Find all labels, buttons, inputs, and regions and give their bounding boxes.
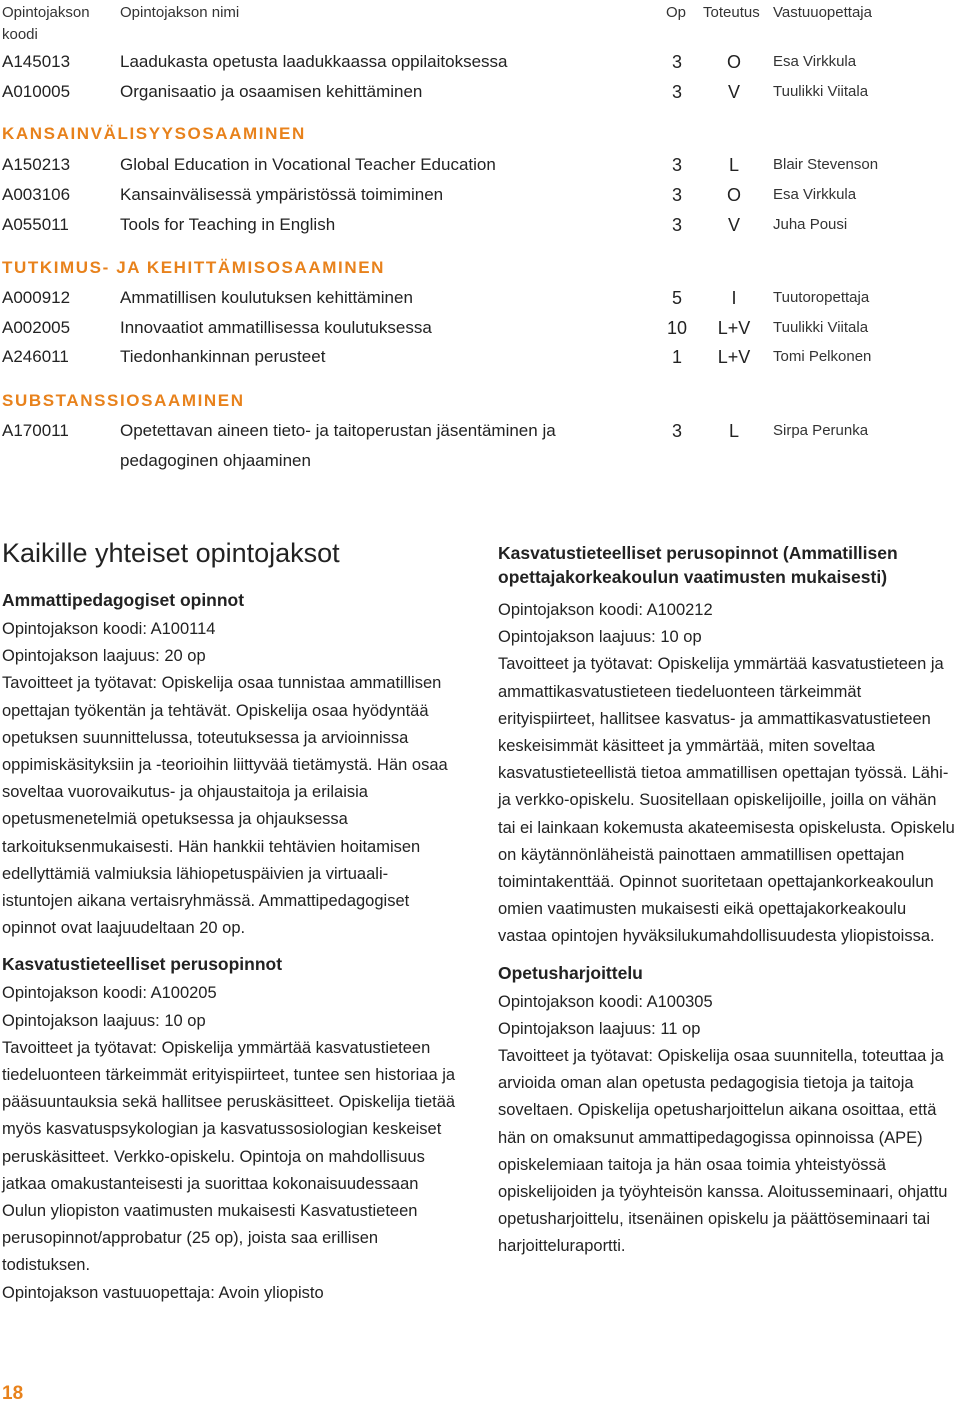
course-op: 5 [671, 288, 682, 308]
course-teacher: Esa Virkkula [773, 186, 857, 203]
course-name: Innovaatiot ammatillisessa koulutuksessa [120, 318, 432, 337]
course-name: Laadukasta opetusta laadukkaassa oppilaitoksessa [120, 52, 508, 71]
table-row [0, 210, 960, 240]
course-toteutus: I [731, 288, 737, 308]
course-credits-line: Opintojakson laajuus: 10 op [2, 1011, 206, 1030]
course-name: Organisaatio ja osaamisen kehittäminen [120, 82, 423, 101]
table-row [0, 342, 960, 372]
course-toteutus: L [728, 421, 739, 441]
header-name: Opintojakson nimi [120, 4, 240, 21]
course-teacher: Tuulikki Viitala [773, 319, 869, 336]
course-op: 1 [671, 347, 682, 367]
course-toteutus: L+V [717, 347, 751, 367]
left-column [2, 534, 457, 1307]
header-toteutus: Toteutus [703, 4, 760, 21]
course-op: 3 [671, 82, 682, 102]
course-name: Kansainvälisessä ympäristössä toimiminen [120, 185, 444, 204]
course-code: A002005 [2, 318, 71, 337]
course-op: 3 [671, 421, 682, 441]
table-row [0, 150, 960, 180]
page-title: Kaikille yhteiset opintojaksot [2, 538, 340, 568]
course-op: 3 [671, 185, 682, 205]
course-toteutus: O [726, 52, 741, 72]
block-heading: Kasvatustieteelliset perusopinnot [2, 954, 283, 975]
course-toteutus: L [728, 155, 739, 175]
course-toteutus: V [727, 215, 740, 235]
course-code: A150213 [2, 155, 71, 174]
header-vastuuopettaja: Vastuuopettaja [773, 4, 872, 21]
section-heading: KANSAINVÄLISYYSOSAAMINEN [2, 124, 306, 143]
course-code: A170011 [2, 421, 69, 440]
course-code: A000912 [2, 288, 71, 307]
course-toteutus: L+V [717, 318, 751, 338]
table-row [0, 416, 960, 476]
table-row [0, 47, 960, 77]
course-name: Ammatillisen koulutuksen kehittäminen [120, 288, 413, 307]
block-heading: Opetusharjoittelu [498, 962, 643, 983]
header-code: Opintojakson koodi [2, 4, 90, 43]
course-teacher: Tuulikki Viitala [773, 83, 869, 100]
course-name: Tools for Teaching in English [120, 215, 336, 234]
course-code: A055011 [2, 215, 69, 234]
course-teacher: Tuutoropettaja [773, 289, 870, 306]
course-code-line: Opintojakson koodi: A100212 [498, 601, 713, 619]
course-code-line: Opintojakson koodi: A100114 [2, 620, 216, 638]
course-toteutus: O [726, 185, 741, 205]
course-teacher: Blair Stevenson [773, 156, 879, 173]
course-teacher: Esa Virkkula [773, 53, 857, 70]
table-row [0, 313, 960, 343]
course-description: Tavoitteet ja työtavat: Opiskelija osaa suunnitella, toteuttaa ja arvioida oman alan opetusta pedagogisia tietoja ja taitoja soveltaen. Opiskelija opetusharjoittelun aikana osoittaa, että hän on omaksunut ammattipedagogissa opinnoissa (APE) opiskelemiaan taitoja ja hän osaa toimia yhteistyössä opiskelijoiden ja työyhteisön kanssa. Aloitusseminaari, ohjattu opetusharjoittelu, itsenäinen opiskelu ja päättöseminaari tai harjoitteluraportti. [498, 1047, 948, 1256]
right-column [498, 541, 958, 1261]
course-teacher: Juha Pousi [773, 216, 848, 233]
section-heading: TUTKIMUS- JA KEHITTÄMISOSAAMINEN [2, 258, 386, 277]
course-code: A145013 [2, 52, 71, 71]
course-code: A246011 [2, 347, 69, 366]
table-row [0, 180, 960, 210]
course-credits-line: Opintojakson laajuus: 20 op [2, 647, 206, 666]
table-row [0, 283, 960, 313]
block-heading: Kasvatustieteelliset perusopinnot (Ammatillisen opettajakorkeakoulun vaatimusten mukaisesti) [498, 543, 898, 587]
course-name: Tiedonhankinnan perusteet [120, 347, 326, 366]
course-op: 3 [671, 215, 682, 235]
course-op: 3 [671, 52, 682, 72]
block-heading: Ammattipedagogiset opinnot [2, 590, 245, 610]
page-number: 18 [2, 1383, 24, 1404]
course-code-line: Opintojakson koodi: A100205 [2, 984, 217, 1003]
course-name: Opetettavan aineen tieto- ja taitoperustan jäsentäminen ja pedagoginen ohjaaminen [120, 421, 556, 470]
course-op: 10 [666, 318, 688, 338]
course-name: Global Education in Vocational Teacher Education [120, 155, 496, 174]
course-responsible-line: Opintojakson vastuuopettaja: Avoin yliopisto [2, 1283, 324, 1302]
course-credits-line: Opintojakson laajuus: 10 op [498, 628, 702, 647]
table-row [0, 77, 960, 107]
course-code: A010005 [2, 82, 71, 101]
course-op: 3 [671, 155, 682, 175]
course-description: Tavoitteet ja työtavat: Opiskelija ymmärtää kasvatustieteen ja ammattikasvatustieteen tiedeluonteen tärkeimmät erityispiirteet, hallitsee kasvatus- ja ammattikasvatustieteen keskeisimmät käsitteet ja ymmärtää, miten soveltaa kasvatustieteellistä tietoa ammatillisen opettajan työssä. Lähi- ja verkko-opiskelu. Suositellaan opiskelijoille, joilla on vähän tai ei lainkaan kokemusta akateemisesta opiskelusta. Opiskelu on käytännönläheistä painottaen ammatillisen opettajan toimintakenttää. Opinnot suoritetaan opettajankorkeakoulun omien vaatimusten mukaisesti eikä opettajakorkeakoulu vastaa opintojen hyväksilukumahdollisuudesta yliopistoissa. [498, 655, 955, 946]
course-teacher: Tomi Pelkonen [773, 348, 872, 365]
course-description: Tavoitteet ja työtavat: Opiskelija osaa tunnistaa ammatillisen opettajan työkentän ja tehtävät. Opiskelija osaa hyödyntää opetuksen suunnittelussa, toteutuksessa ja arvioinnissa oppimiskäsityksiin ja -teorioihin liittyvää tietämystä. Hän osaa soveltaa vuorovaikutus- ja ohjaustaitoja ja erilaisia opetusmenetelmiä opetuksessa ja ohjauksessa tarkoituksenmukaisesti. Hän hankkii tehtävien hoitamisen edellyttämiä valmiuksia lähiopetuspäivien ja virtuaali-istuntojen aikana vertaisryhmässä. Ammattipedagogiset opinnot ovat laajuudeltaan 20 op. [2, 674, 448, 938]
course-teacher: Sirpa Perunka [773, 422, 869, 439]
course-code: A003106 [2, 185, 71, 204]
course-description: Tavoitteet ja työtavat: Opiskelija ymmärtää kasvatustieteen tiedeluonteen tärkeimmät erityispiirteet, tuntee sen historiaa ja pääsuuntauksia sekä hallitsee peruskäsitteet. Opiskelija tietää myös kasvatuspsykologian ja kasvatussosiologian keskeiset peruskäsitteet. Verkko-opiskelu. Opintoja on mahdollisuus jatkaa omakustanteisesti ja suorittaa kokonaisuudessaan Oulun yliopiston vaatimusten mukaisesti Kasvatustieteen perusopinnot/approbatur (25 op), joista saa erillisen todistuksen. [2, 1038, 456, 1275]
section-heading: SUBSTANSSIOSAAMINEN [2, 391, 245, 410]
course-code-line: Opintojakson koodi: A100305 [498, 992, 713, 1011]
course-credits-line: Opintojakson laajuus: 11 op [498, 1019, 701, 1038]
header-op: Op [666, 4, 687, 21]
course-toteutus: V [727, 82, 740, 102]
